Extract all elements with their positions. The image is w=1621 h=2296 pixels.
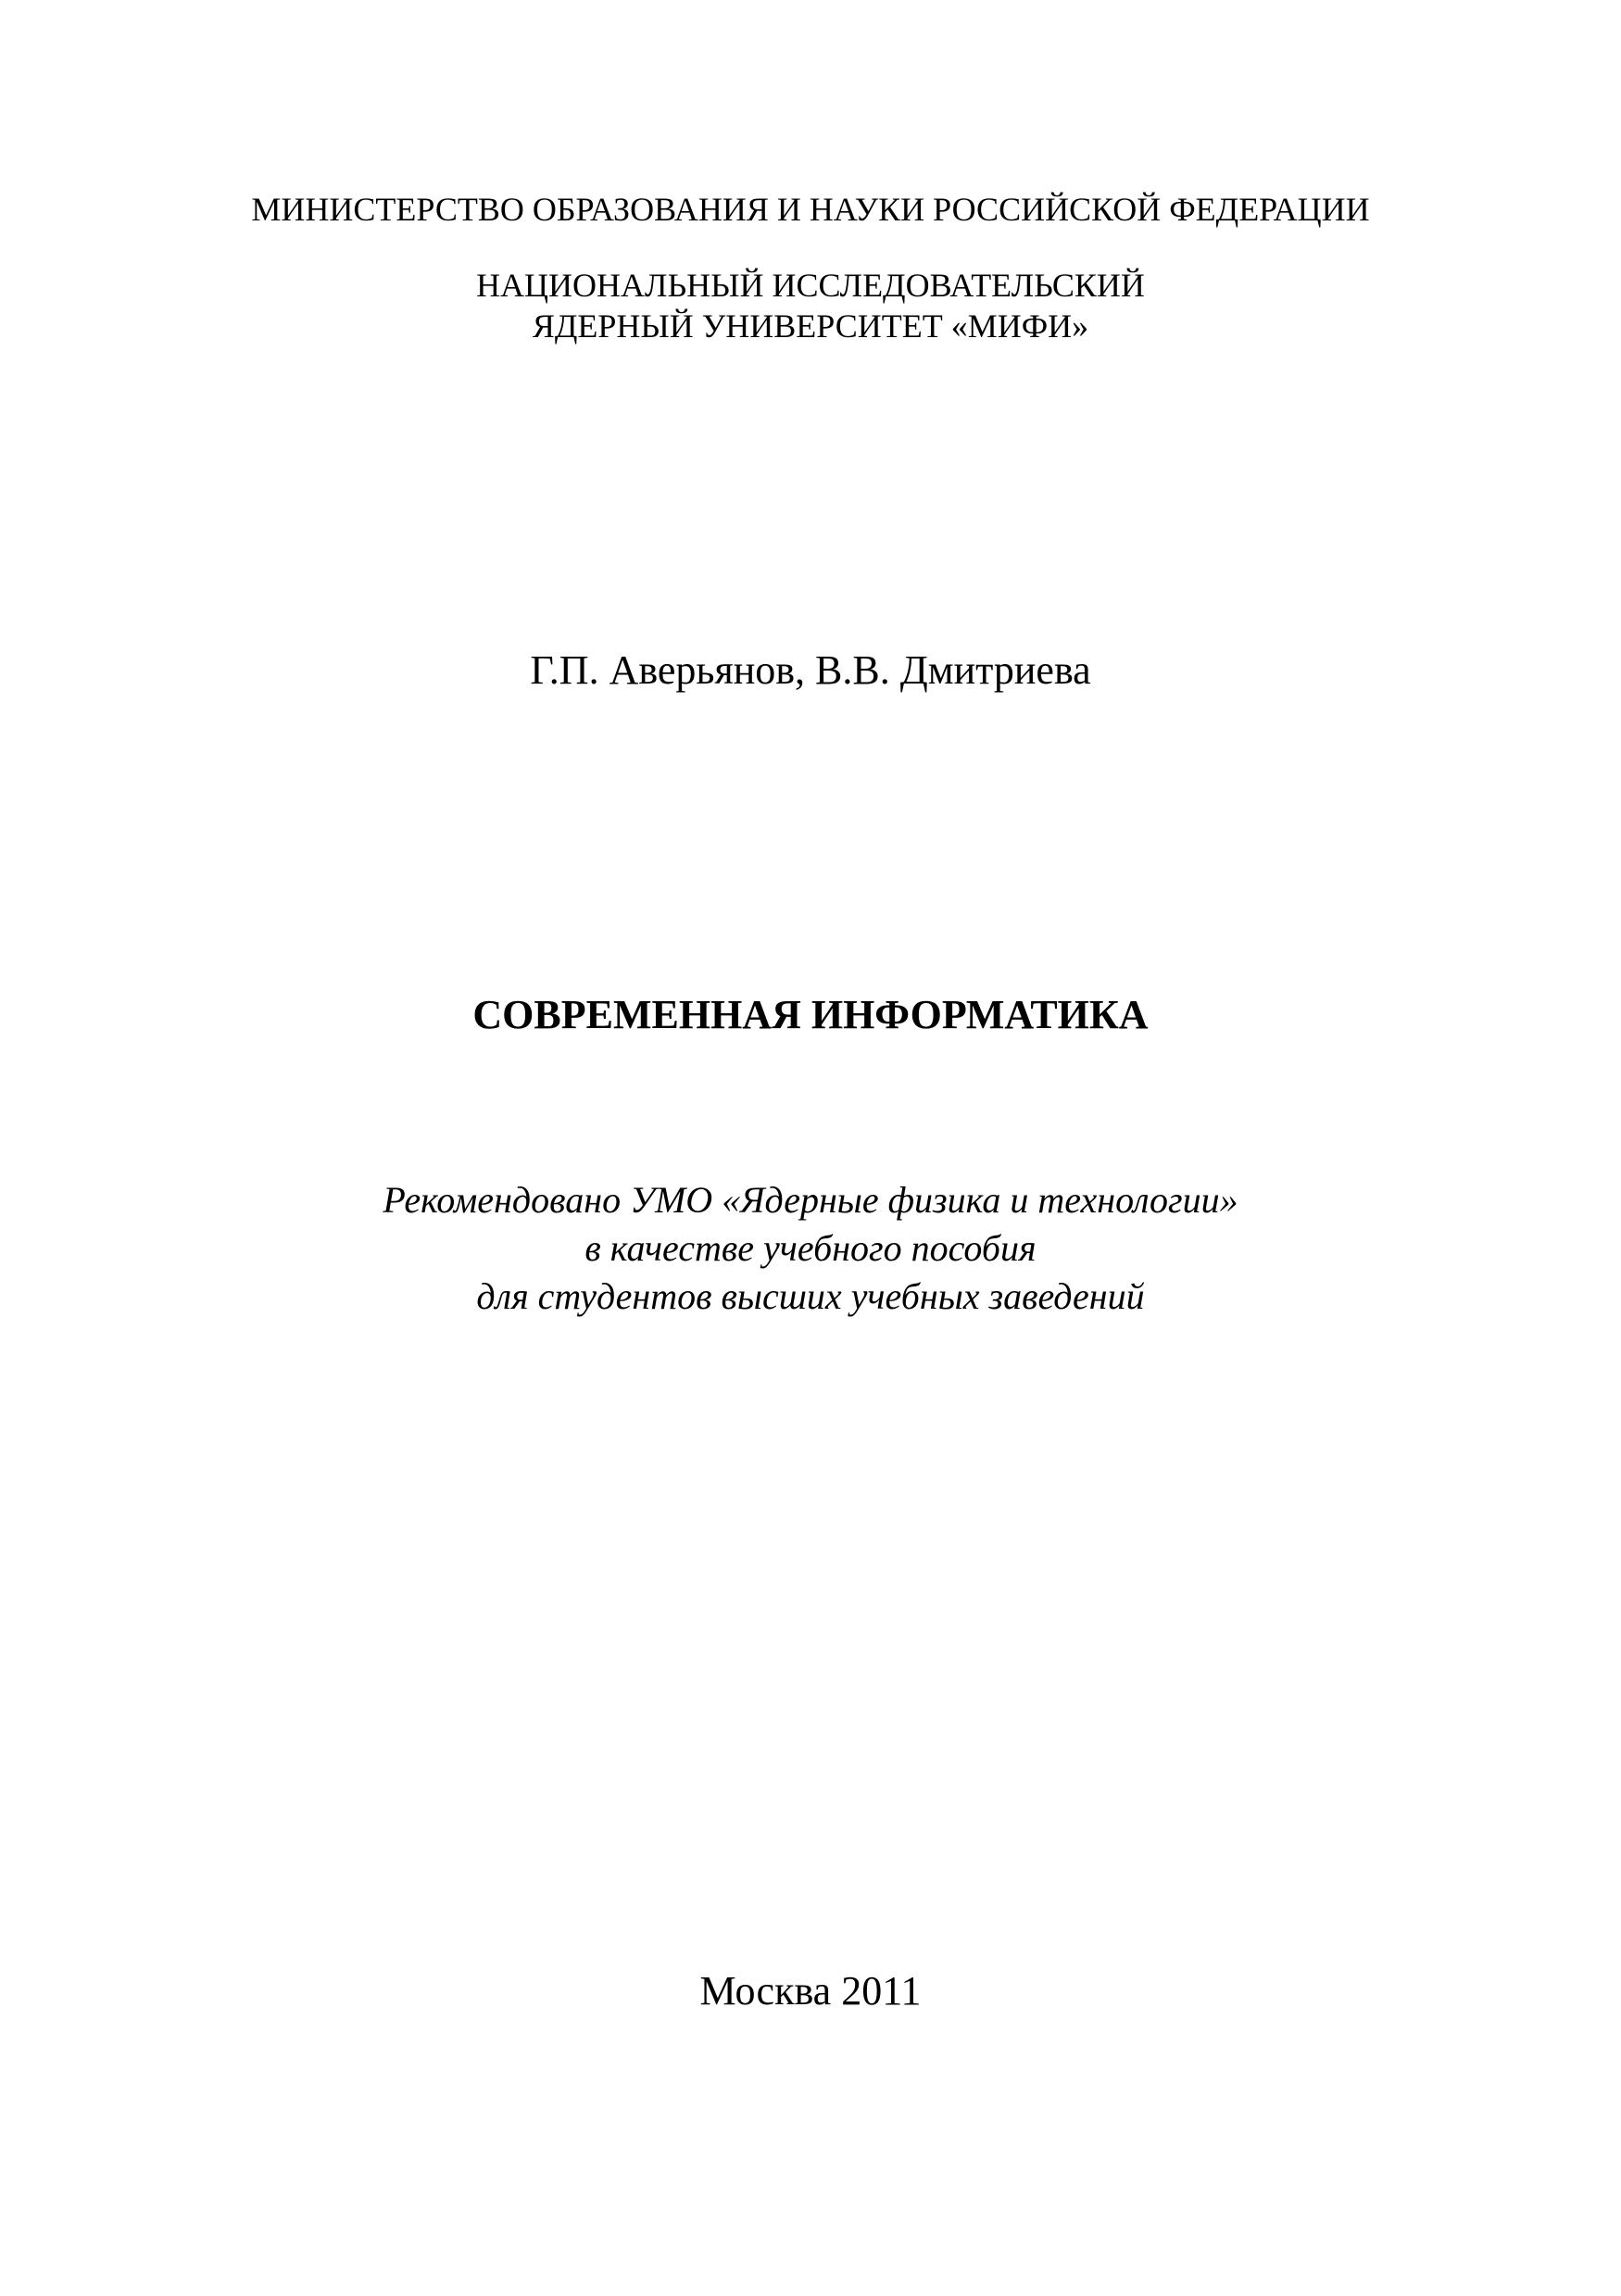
university-line-2: ЯДЕРНЫЙ УНИВЕРСИТЕТ «МИФИ»: [532, 307, 1089, 345]
city-year: Москва 2011: [699, 1968, 922, 2014]
recommendation-note: [0, 1176, 1621, 1321]
recommendation-line-3: для студентов высших учебных заведений: [476, 1275, 1145, 1317]
university-heading: [0, 265, 1621, 346]
university-line-1: НАЦИОНАЛЬНЫЙ ИССЛЕДОВАТЕЛЬСКИЙ: [476, 267, 1145, 304]
authors: Г.П. Аверьянов, В.В. Дмитриева: [530, 647, 1091, 693]
recommendation-line-2: в качестве учебного пособия: [584, 1227, 1037, 1269]
ministry-heading: МИНИСТЕРСТВО ОБРАЗОВАНИЯ И НАУКИ РОССИЙСКОЙ ФЕДЕРАЦИИ: [251, 191, 1370, 228]
recommendation-line-1: Рекомендовано УМО «Ядерные физика и технологии»: [383, 1179, 1238, 1221]
book-title: СОВРЕМЕННАЯ ИНФОРМАТИКА: [472, 992, 1149, 1037]
